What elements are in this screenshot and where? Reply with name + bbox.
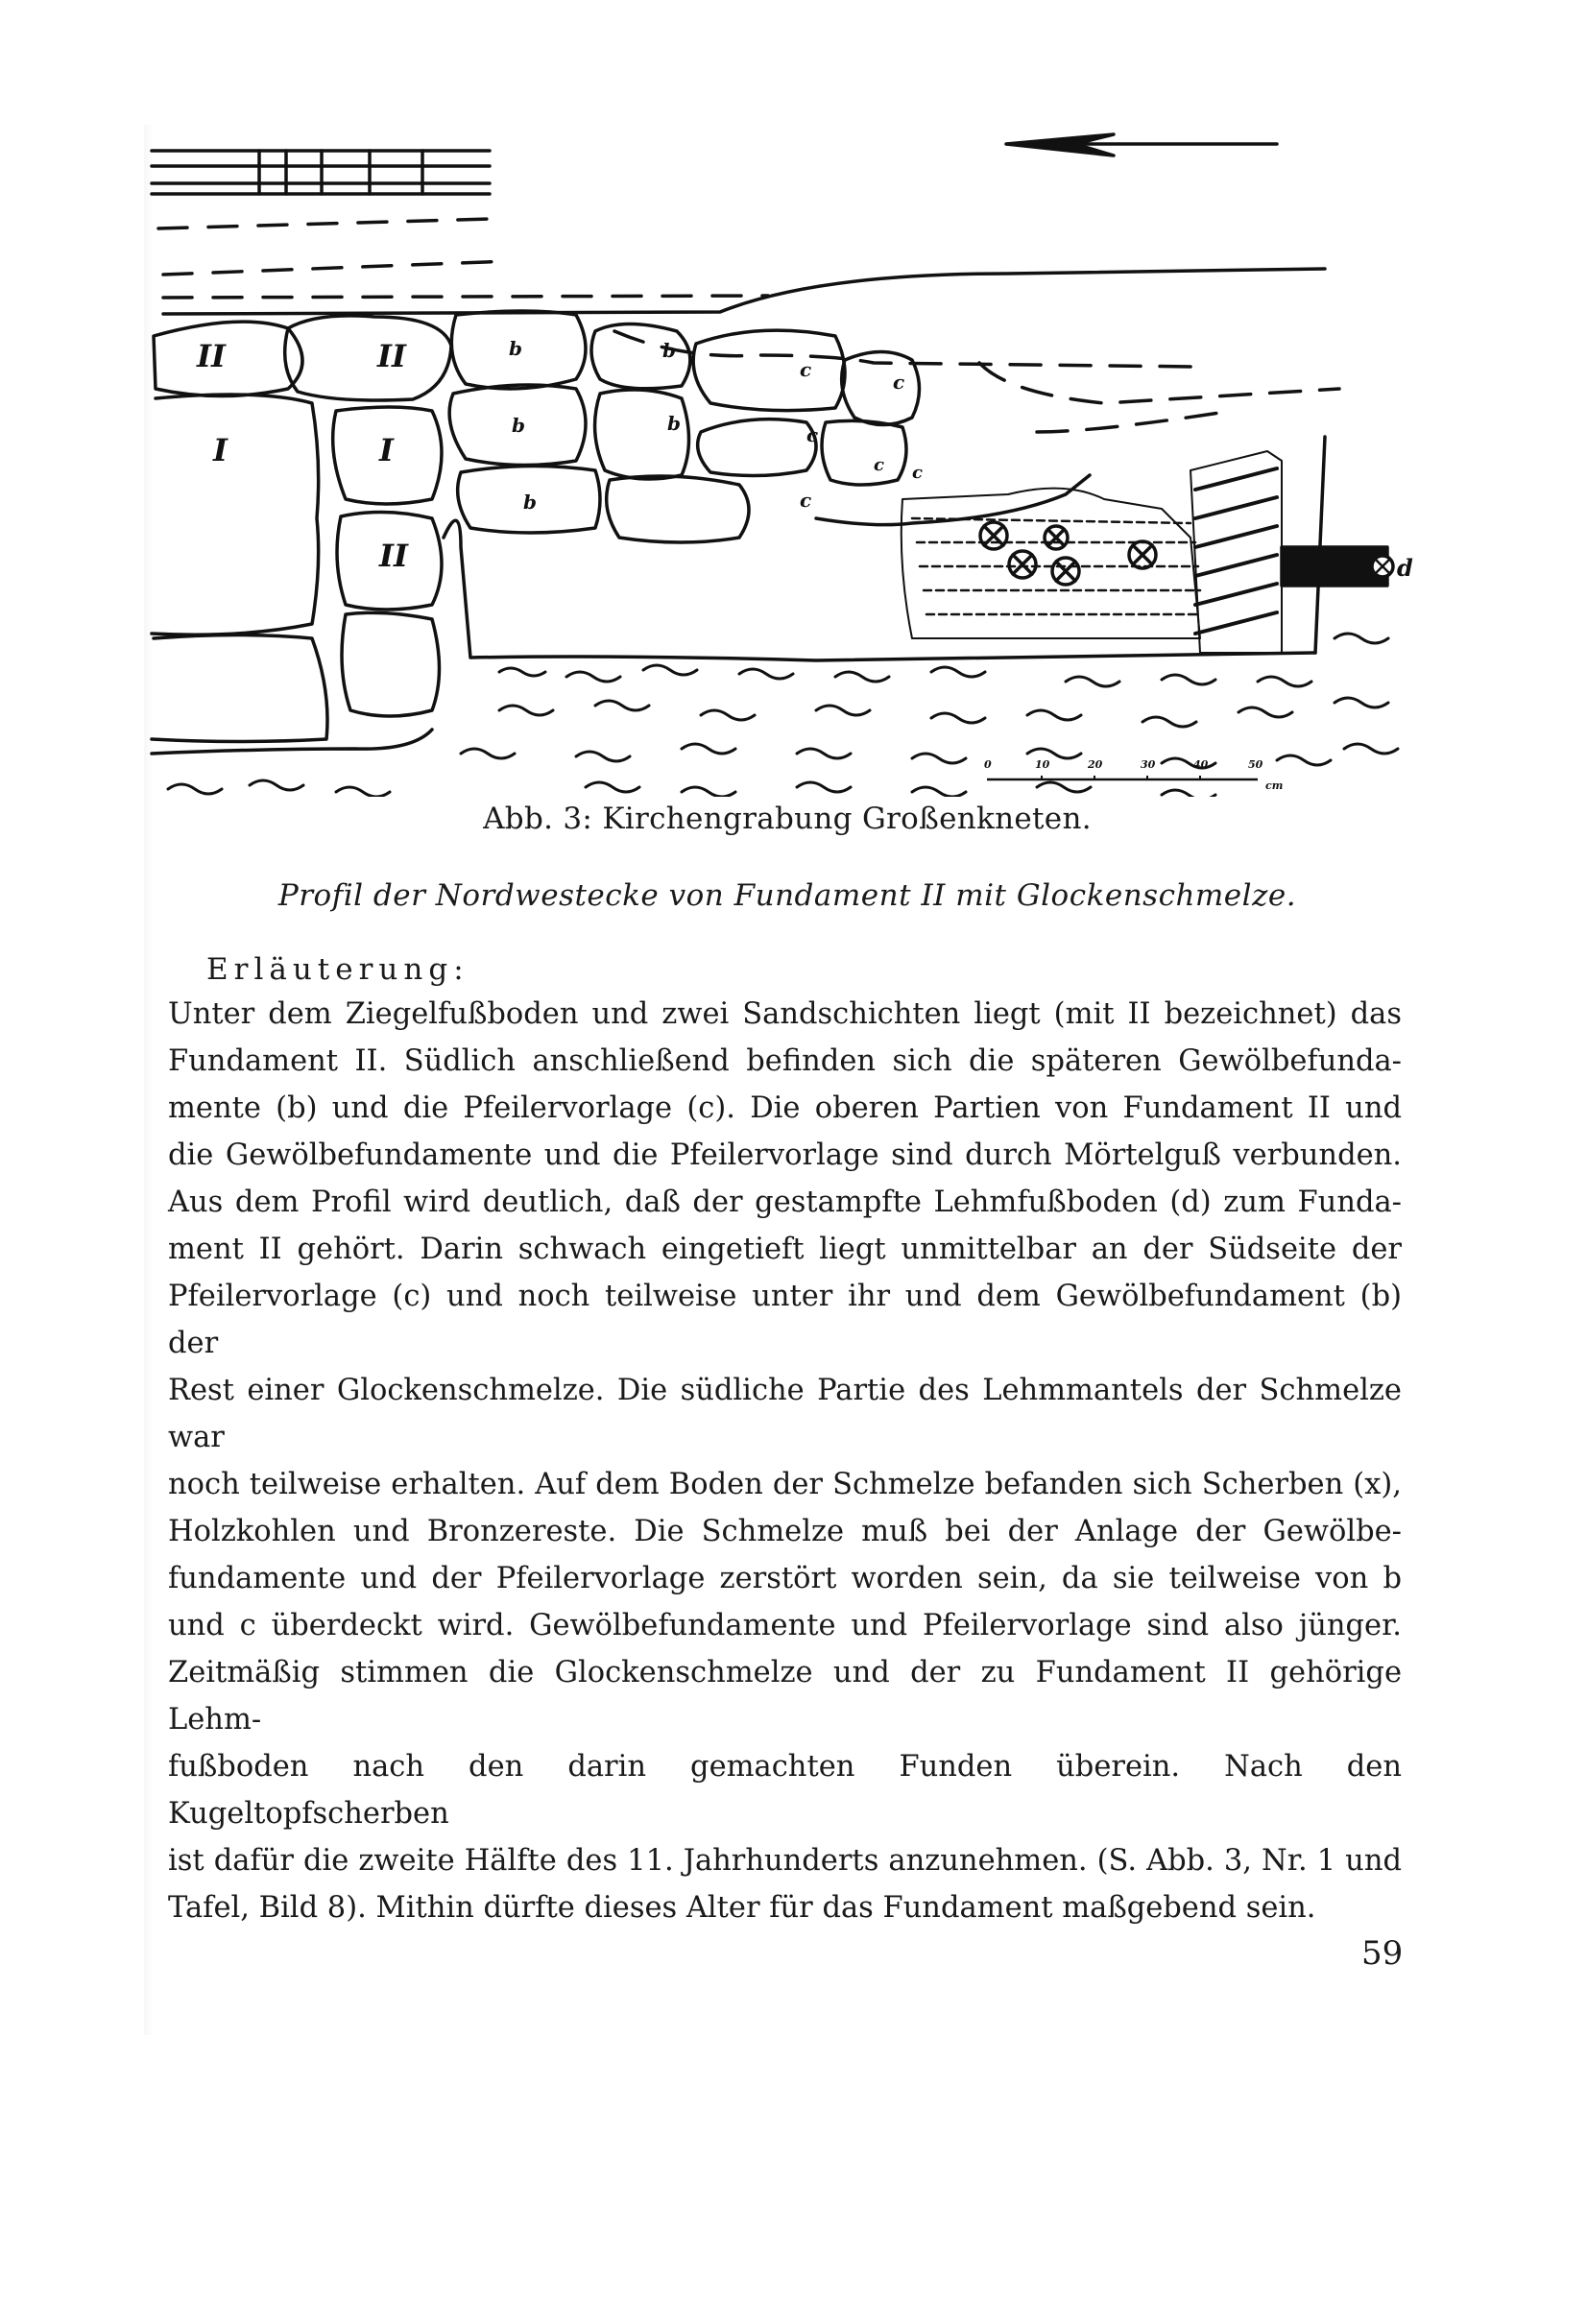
label-ii-1: II	[197, 338, 226, 374]
label-b-5: b	[523, 491, 537, 514]
body-line: noch teilweise erhalten. Auf dem Boden der Schmelze befanden sich Scherben (x),	[168, 1468, 1402, 1501]
scale-tick-30: 30	[1141, 758, 1156, 771]
body-line: und c überdeckt wird. Gewölbefundamente und Pfeilervorlage sind also jünger.	[168, 1609, 1402, 1642]
page-number: 59	[1361, 1934, 1404, 1973]
profile-drawing	[144, 115, 1431, 797]
label-c-5: c	[912, 463, 923, 483]
body-line: Pfeilervorlage (c) und noch teilweise unter ihr und dem Gewölbefundament (b) der	[168, 1280, 1402, 1360]
sand-layers	[158, 219, 768, 298]
label-ii-3: II	[379, 538, 408, 574]
body-line: Aus dem Profil wird deutlich, daß der gestampfte Lehmfußboden (d) zum Funda-	[168, 1186, 1402, 1219]
scale-tick-20: 20	[1088, 758, 1103, 771]
section-heading: Erläuterung:	[206, 952, 469, 987]
scale-tick-40: 40	[1193, 758, 1209, 771]
clay-floor-d	[1282, 547, 1393, 586]
body-line: mente (b) und die Pfeilervorlage (c). Die oberen Partien von Fundament II und	[168, 1091, 1402, 1125]
body-line: fußboden nach den darin gemachten Funden überein. Nach den Kugeltopfscherben	[168, 1750, 1402, 1831]
body-line: Rest einer Glockenschmelze. Die südliche Partie des Lehmmantels der Schmelze war	[168, 1374, 1402, 1454]
label-c-2: c	[893, 371, 905, 394]
body-line: ment II gehört. Darin schwach eingetieft liegt unmittelbar an der Südseite der	[168, 1233, 1402, 1266]
body-line: ist dafür die zweite Hälfte des 11. Jahrhunderts anzunehmen. (S. Abb. 3, Nr. 1 und	[168, 1844, 1402, 1878]
scale-tick-10: 10	[1035, 758, 1050, 771]
brick-floor	[152, 151, 490, 194]
figure-subcaption: Profil der Nordwestecke von Fundament II mit Glockenschmelze.	[277, 878, 1297, 913]
label-c-6: c	[800, 489, 812, 512]
label-ii-2: II	[377, 338, 406, 374]
scale-tick-0: 0	[984, 758, 992, 771]
label-c-4: c	[874, 455, 884, 475]
body-line: Holzkohlen und Bronzereste. Die Schmelze muß bei der Anlage der Gewölbe-	[168, 1515, 1402, 1548]
scale-tick-50: 50	[1248, 758, 1263, 771]
body-line: fundamente und der Pfeilervorlage zerstört worden sein, da sie teilweise von b	[168, 1562, 1402, 1595]
melt-pit	[902, 451, 1282, 653]
figure-caption: Abb. 3: Kirchengrabung Großenkneten.	[483, 802, 1092, 836]
excavation-profile-figure	[144, 115, 1431, 797]
potsherd-markers	[980, 522, 1156, 585]
label-i-1: I	[213, 432, 228, 468]
fundament-stones	[152, 311, 1325, 754]
label-b-3: b	[512, 414, 525, 437]
explanation-body	[168, 991, 1402, 1931]
label-d: d	[1397, 554, 1413, 582]
body-line: Unter dem Ziegelfußboden und zwei Sandschichten liegt (mit II bezeichnet) das	[168, 997, 1402, 1031]
direction-arrow	[1006, 134, 1277, 156]
body-line: Zeitmäßig stimmen die Glockenschmelze und der zu Fundament II gehörige Lehm-	[168, 1656, 1402, 1737]
upper-sand-boundary	[614, 331, 1339, 432]
label-b-1: b	[509, 337, 522, 360]
body-line: die Gewölbefundamente und die Pfeilervorlage sind durch Mörtelguß verbunden.	[168, 1138, 1402, 1172]
label-b-4: b	[667, 412, 681, 435]
label-i-2: I	[379, 432, 394, 468]
label-b-2: b	[662, 339, 676, 362]
label-c-1: c	[800, 358, 812, 381]
scale-unit: cm	[1265, 779, 1284, 792]
body-line: Tafel, Bild 8). Mithin dürfte dieses Alter für das Fundament maßgebend sein.	[168, 1891, 1316, 1925]
label-c-3: c	[806, 423, 819, 446]
body-line: Fundament II. Südlich anschließend befinden sich die späteren Gewölbefunda-	[168, 1044, 1402, 1078]
scale-bar	[984, 758, 1283, 792]
figure-labels	[196, 337, 1413, 582]
